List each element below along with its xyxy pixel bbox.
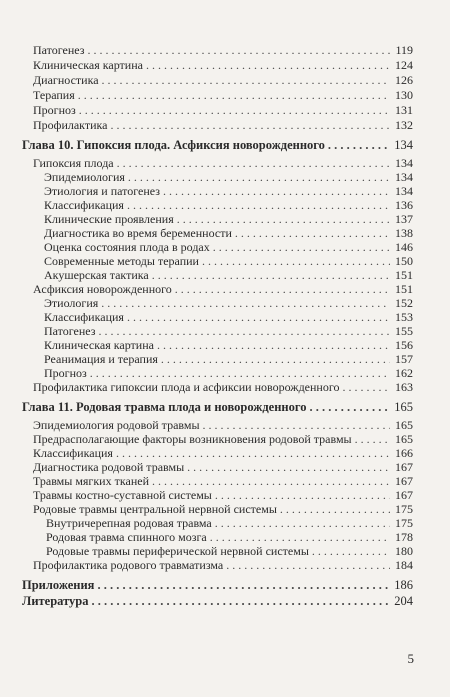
toc-entry-page: 138 <box>395 226 413 240</box>
dot-leader <box>78 88 390 102</box>
toc-entry-title: Предрасполагающие факторы возникновения родовой травмы <box>33 432 352 446</box>
toc-entry-page: 131 <box>395 103 413 117</box>
dot-leader <box>187 460 390 474</box>
toc-entry <box>44 324 413 338</box>
toc-entry-title: Этиология и патогенез <box>44 184 160 198</box>
toc-entry-title: Родовые травмы периферической нервной системы <box>46 544 309 558</box>
toc-entry-page: 178 <box>395 530 413 544</box>
toc-entry <box>44 198 413 212</box>
dot-leader <box>116 446 390 460</box>
toc-appendices <box>22 578 413 592</box>
toc-entry-page: 134 <box>394 138 413 152</box>
toc-entry <box>46 530 413 544</box>
dot-leader <box>355 432 390 446</box>
dot-leader <box>127 198 390 212</box>
toc-entry-title: Диагностика <box>33 73 99 87</box>
dot-leader <box>117 156 390 170</box>
dot-leader <box>157 338 390 352</box>
dot-leader <box>101 296 390 310</box>
toc-entry-page: 165 <box>394 400 413 414</box>
dot-leader <box>152 474 390 488</box>
toc-entry-page: 156 <box>395 338 413 352</box>
toc-entry-page: 155 <box>395 324 413 338</box>
dot-leader <box>226 558 390 572</box>
dot-leader <box>215 516 390 530</box>
toc-entry <box>33 103 413 117</box>
toc-entry <box>44 170 413 184</box>
dot-leader <box>97 578 390 592</box>
toc-entry-page: 167 <box>395 460 413 474</box>
dot-leader <box>312 544 390 558</box>
toc-entry-title: Приложения <box>22 578 95 592</box>
toc-entry-page: 151 <box>395 268 413 282</box>
toc-entry-page: 136 <box>395 198 413 212</box>
toc-entry <box>33 418 413 432</box>
toc-entry <box>46 516 413 530</box>
toc-entry-title: Реанимация и терапия <box>44 352 158 366</box>
toc-entry <box>44 254 413 268</box>
toc-entry <box>33 58 413 72</box>
toc-entry-title: Глава 10. Гипоксия плода. Асфиксия новорожденного <box>22 138 325 152</box>
toc-entry-title: Клинические проявления <box>44 212 174 226</box>
dot-leader <box>280 502 390 516</box>
toc-entry-page: 151 <box>395 282 413 296</box>
toc-entry-page: 166 <box>395 446 413 460</box>
toc-entry-page: 180 <box>395 544 413 558</box>
dot-leader <box>102 73 390 87</box>
toc-entry-title: Оценка состояния плода в родах <box>44 240 210 254</box>
toc-entry-page: 167 <box>395 488 413 502</box>
toc-entry <box>33 73 413 87</box>
toc-entry-page: 146 <box>395 240 413 254</box>
toc-entry-page: 184 <box>395 558 413 572</box>
toc-literature <box>22 594 413 608</box>
toc-entry-page: 204 <box>394 594 413 608</box>
toc-entry-page: 124 <box>395 58 413 72</box>
dot-leader <box>161 352 390 366</box>
toc-entry <box>33 432 413 446</box>
toc-entry-page: 134 <box>395 184 413 198</box>
dot-leader <box>163 184 390 198</box>
page-number: 5 <box>407 651 414 666</box>
toc-entry-page: 150 <box>395 254 413 268</box>
dot-leader <box>92 594 390 608</box>
toc-entry <box>44 184 413 198</box>
dot-leader <box>127 310 390 324</box>
toc-entry-page: 165 <box>395 418 413 432</box>
toc-entry-page: 132 <box>395 118 413 132</box>
toc-chapter-11 <box>22 400 413 414</box>
toc-entry-title: Родовая травма спинного мозга <box>46 530 207 544</box>
toc-entry-page: 186 <box>394 578 413 592</box>
dot-leader <box>175 282 390 296</box>
dot-leader <box>342 380 390 394</box>
toc-entry <box>44 212 413 226</box>
toc-entry-title: Патогенез <box>44 324 96 338</box>
dot-leader <box>111 118 391 132</box>
toc-entry <box>44 338 413 352</box>
dot-leader <box>146 58 390 72</box>
toc-entry-page: 137 <box>395 212 413 226</box>
toc-entry <box>33 446 413 460</box>
toc-entry <box>33 558 413 572</box>
dot-leader <box>79 103 390 117</box>
dot-leader <box>235 226 390 240</box>
toc-entry <box>44 352 413 366</box>
toc-entry-title: Патогенез <box>33 43 85 57</box>
toc-entry <box>44 366 413 380</box>
toc-entry-title: Прогноз <box>33 103 76 117</box>
toc-entry-title: Эпидемиология <box>44 170 125 184</box>
toc-entry-title: Этиология <box>44 296 99 310</box>
dot-leader <box>309 400 390 414</box>
toc-entry-title: Эпидемиология родовой травмы <box>33 418 200 432</box>
dot-leader <box>213 240 390 254</box>
dot-leader <box>99 324 391 338</box>
toc-entry <box>33 118 413 132</box>
toc-entry-page: 134 <box>395 156 413 170</box>
toc-entry <box>44 268 413 282</box>
toc-entry-title: Профилактика <box>33 118 108 132</box>
toc-entry-title: Прогноз <box>44 366 87 380</box>
toc-entry-title: Терапия <box>33 88 75 102</box>
toc-entry <box>33 88 413 102</box>
toc-entry-title: Травмы мягких тканей <box>33 474 149 488</box>
toc-entry <box>33 502 413 516</box>
toc-entry <box>33 282 413 296</box>
toc-entry-page: 167 <box>395 474 413 488</box>
toc-entry <box>33 380 413 394</box>
toc-entry-title: Родовые травмы центральной нервной системы <box>33 502 277 516</box>
toc-chapter-10 <box>22 138 413 152</box>
toc-entry <box>44 310 413 324</box>
toc-entry <box>33 43 413 57</box>
toc-entry-title: Внутричерепная родовая травма <box>46 516 212 530</box>
toc-entry-title: Литература <box>22 594 89 608</box>
toc-entry <box>44 296 413 310</box>
dot-leader <box>177 212 390 226</box>
toc-entry-page: 152 <box>395 296 413 310</box>
toc-entry-title: Глава 11. Родовая травма плода и новорожденного <box>22 400 307 414</box>
dot-leader <box>90 366 390 380</box>
toc-entry <box>44 226 413 240</box>
toc-entry-title: Диагностика родовой травмы <box>33 460 185 474</box>
toc-entry-page: 175 <box>395 502 413 516</box>
toc-entry-title: Профилактика родового травматизма <box>33 558 224 572</box>
toc-entry-title: Классификация <box>44 198 124 212</box>
toc-entry-page: 165 <box>395 432 413 446</box>
toc-entry-title: Классификация <box>44 310 124 324</box>
toc-entry-page: 157 <box>395 352 413 366</box>
toc-entry <box>33 474 413 488</box>
toc-entry <box>46 544 413 558</box>
toc-entry-title: Классификация <box>33 446 113 460</box>
toc-entry-title: Травмы костно-суставной системы <box>33 488 212 502</box>
toc-entry-title: Диагностика во время беременности <box>44 226 232 240</box>
toc-entry-title: Гипоксия плода <box>33 156 114 170</box>
dot-leader <box>203 418 390 432</box>
toc-entry-page: 126 <box>395 73 413 87</box>
dot-leader <box>152 268 390 282</box>
dot-leader <box>202 254 390 268</box>
toc-entry-title: Клиническая картина <box>33 58 143 72</box>
toc-entry <box>44 240 413 254</box>
toc-entry <box>33 460 413 474</box>
toc-entry-title: Акушерская тактика <box>44 268 149 282</box>
dot-leader <box>328 138 390 152</box>
toc-entry <box>33 488 413 502</box>
dot-leader <box>215 488 390 502</box>
toc-entry-page: 162 <box>395 366 413 380</box>
dot-leader <box>210 530 390 544</box>
toc-entry-page: 130 <box>395 88 413 102</box>
toc-entry-title: Клиническая картина <box>44 338 154 352</box>
toc-entry <box>33 156 413 170</box>
toc-entry-page: 119 <box>395 43 413 57</box>
dot-leader <box>128 170 390 184</box>
toc-entry-title: Асфиксия новорожденного <box>33 282 172 296</box>
toc-entry-page: 175 <box>395 516 413 530</box>
toc-entry-title: Современные методы терапии <box>44 254 199 268</box>
toc-entry-page: 163 <box>395 380 413 394</box>
toc-entry-page: 153 <box>395 310 413 324</box>
toc-entry-page: 134 <box>395 170 413 184</box>
dot-leader <box>88 43 391 57</box>
toc-entry-title: Профилактика гипоксии плода и асфиксии новорожденного <box>33 380 340 394</box>
